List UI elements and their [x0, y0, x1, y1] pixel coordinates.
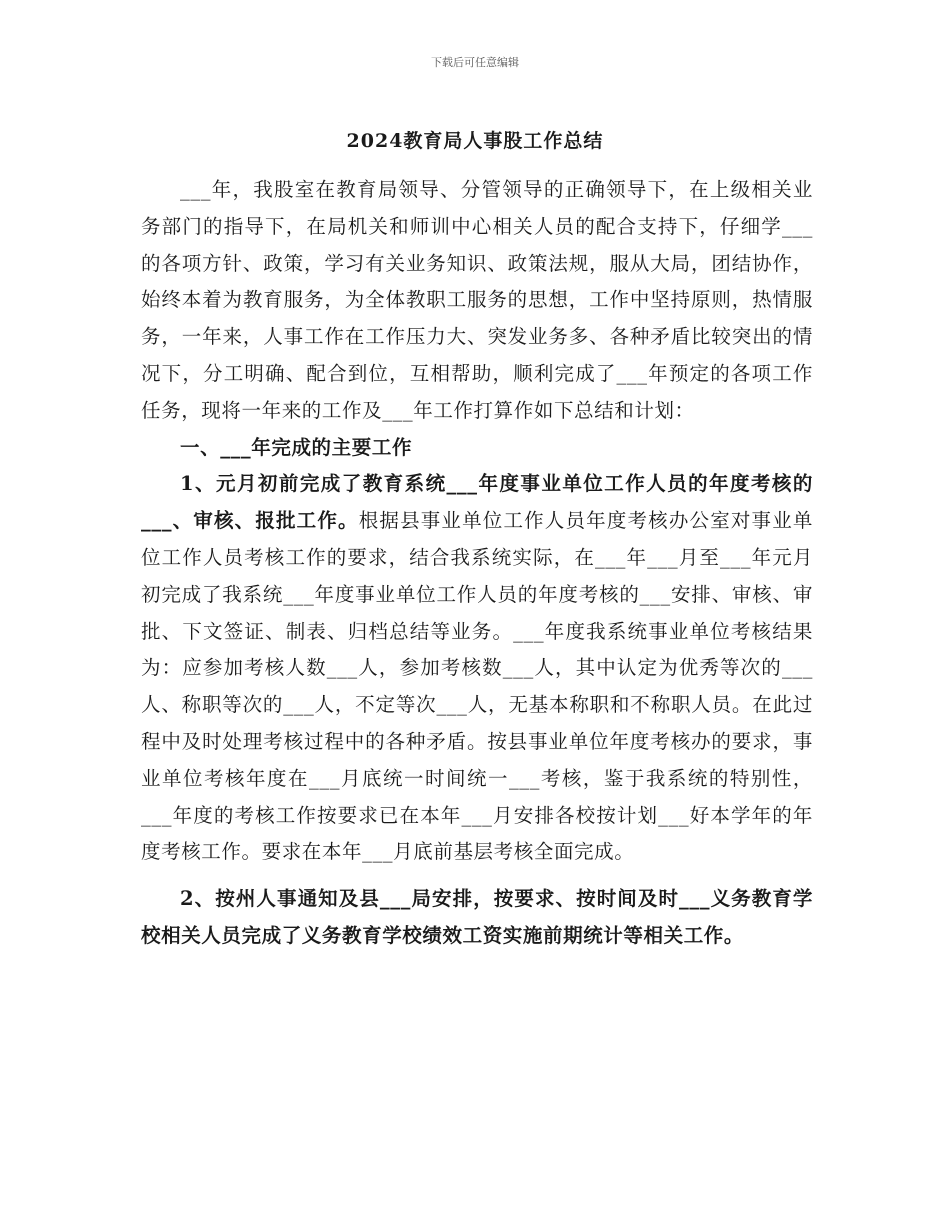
item-2-paragraph: 2、按州人事通知及县___局安排，按要求、按时间及时___义务教育学校相关人员完成了义务教育学校绩效工资实施前期统计等相关工作。	[141, 887, 813, 947]
header-note: 下载后可任意编辑	[431, 56, 519, 69]
item-1-paragraph	[141, 466, 813, 871]
item-1-body: 根据县事业单位工作人员年度考核办公室对事业单位工作人员考核工作的要求，结合我系统实际，在___年___月至___年元月初完成了我系统___年度事业单位工作人员的年度考核的___安排、审核、审批、下文签证、制表、归档总结等业务。___年度我系统事业单位考核结果为：应参加考核人数___人，参加考核数___人，其中认定为优秀等次的___人、称职等次的___人，不定等次___人，无基本称职和不称职人员。在此过程中及时处理考核过程中的各种矛盾。按县事业单位年度考核办的要求，事业单位考核年度在___月底统一时间统一___考核，鉴于我系统的特别性，___年度的考核工作按要求已在本年___月安排各校按计划___好本学年的年度考核工作。要求在本年___月底前基层考核全面完成。	[141, 509, 814, 864]
document-title: 2024教育局人事股工作总结	[346, 130, 604, 152]
intro-paragraph: ___年，我股室在教育局领导、分管领导的正确领导下，在上级相关业务部门的指导下，在局机关和师训中心相关人员的配合支持下，仔细学___的各项方针、政策，学习有关业务知识、政策法规，服从大局，团结协作，始终本着为教育服务，为全体教职工服务的思想，工作中坚持原则，热情服务，一年来，人事工作在工作压力大、突发业务多、各种矛盾比较突出的情况下，分工明确、配合到位，互相帮助，顺利完成了___年预定的各项工作任务，现将一年来的工作及___年工作打算作如下总结和计划：	[141, 178, 813, 422]
item-1-heading: 1、元月初前完成了教育系统___年度事业单位工作人员的年度考核的___、审核、报批工作。	[141, 472, 813, 533]
paragraph-gap	[141, 871, 813, 881]
document-body	[141, 172, 813, 955]
section-heading-1: 一、___年完成的主要工作	[180, 435, 413, 459]
